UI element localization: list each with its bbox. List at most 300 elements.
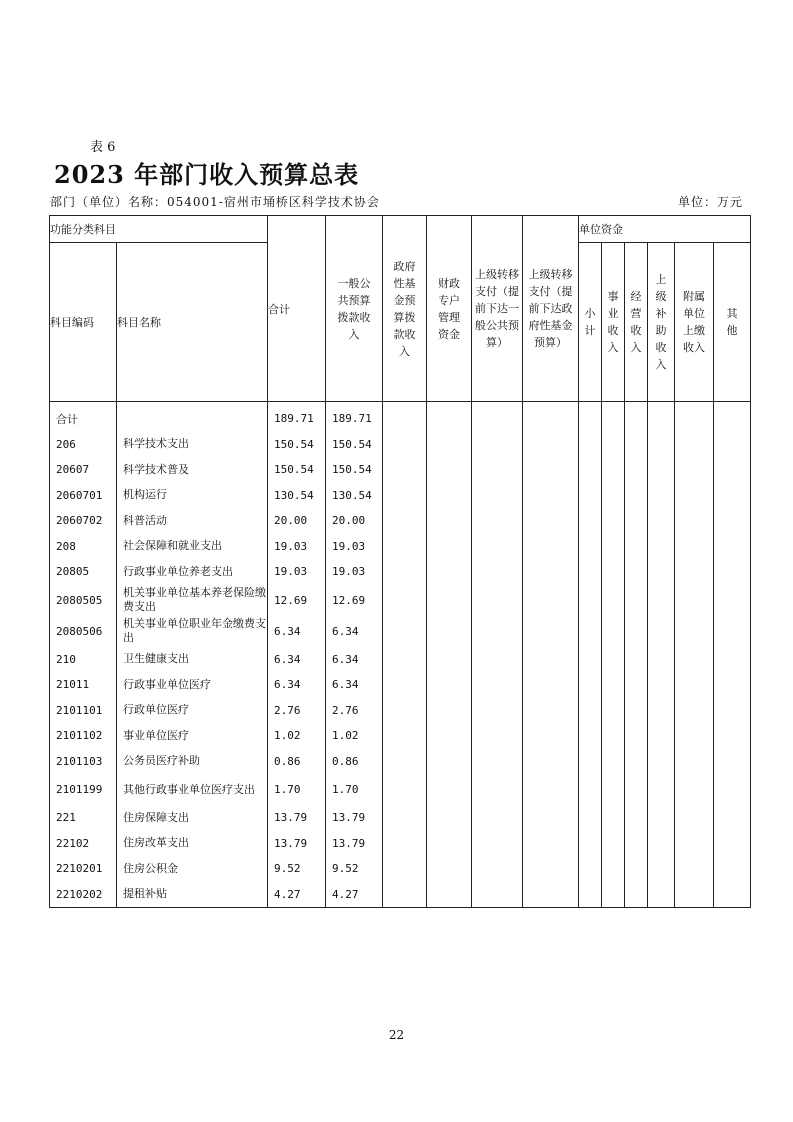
- row-name: 住房保障支出: [117, 805, 268, 831]
- empty-cell: [675, 585, 714, 616]
- table-row: [50, 805, 751, 831]
- row-total: 1.70: [268, 774, 326, 805]
- empty-cell: [648, 616, 675, 647]
- empty-cell: [625, 882, 648, 908]
- empty-cell: [523, 585, 579, 616]
- table-row: [50, 457, 751, 483]
- row-code: 221: [50, 805, 117, 831]
- empty-cell: [472, 856, 523, 882]
- empty-cell: [714, 723, 751, 749]
- empty-cell: [675, 647, 714, 673]
- empty-cell: [523, 805, 579, 831]
- empty-cell: [602, 559, 625, 585]
- empty-cell: [472, 432, 523, 458]
- empty-cell: [625, 508, 648, 534]
- empty-cell: [383, 774, 427, 805]
- row-general: 150.54: [326, 432, 383, 458]
- row-general: 189.71: [326, 402, 383, 432]
- empty-cell: [714, 457, 751, 483]
- empty-cell: [472, 698, 523, 724]
- empty-cell: [427, 774, 472, 805]
- empty-cell: [383, 402, 427, 432]
- empty-cell: [648, 672, 675, 698]
- empty-cell: [523, 672, 579, 698]
- empty-cell: [675, 698, 714, 724]
- header-gov-fund: 政府性基金预算拨款收入: [383, 216, 427, 402]
- empty-cell: [383, 585, 427, 616]
- empty-cell: [427, 616, 472, 647]
- empty-cell: [675, 805, 714, 831]
- empty-cell: [523, 508, 579, 534]
- empty-cell: [579, 508, 602, 534]
- empty-cell: [472, 882, 523, 908]
- empty-cell: [714, 616, 751, 647]
- empty-cell: [523, 698, 579, 724]
- row-general: 1.70: [326, 774, 383, 805]
- empty-cell: [675, 856, 714, 882]
- table-row: [50, 483, 751, 509]
- empty-cell: [625, 483, 648, 509]
- table-row: [50, 856, 751, 882]
- empty-cell: [383, 749, 427, 775]
- row-name: 机构运行: [117, 483, 268, 509]
- empty-cell: [427, 508, 472, 534]
- empty-cell: [714, 672, 751, 698]
- header-transfer-fund: 上级转移支付（提前下达政府性基金预算）: [523, 216, 579, 402]
- empty-cell: [383, 723, 427, 749]
- row-general: 0.86: [326, 749, 383, 775]
- table-number: 表 6: [90, 140, 116, 155]
- empty-cell: [602, 831, 625, 857]
- empty-cell: [625, 805, 648, 831]
- empty-cell: [648, 585, 675, 616]
- empty-cell: [427, 856, 472, 882]
- empty-cell: [714, 534, 751, 560]
- empty-cell: [472, 616, 523, 647]
- empty-cell: [675, 723, 714, 749]
- empty-cell: [648, 559, 675, 585]
- empty-cell: [675, 559, 714, 585]
- empty-cell: [472, 559, 523, 585]
- empty-cell: [427, 432, 472, 458]
- empty-cell: [602, 585, 625, 616]
- empty-cell: [427, 534, 472, 560]
- row-general: 19.03: [326, 559, 383, 585]
- row-name: 行政单位医疗: [117, 698, 268, 724]
- empty-cell: [714, 585, 751, 616]
- row-general: 150.54: [326, 457, 383, 483]
- empty-cell: [714, 805, 751, 831]
- empty-cell: [602, 749, 625, 775]
- table-row: [50, 698, 751, 724]
- row-general: 9.52: [326, 856, 383, 882]
- table-row: [50, 774, 751, 805]
- header-group-row: [50, 216, 751, 243]
- row-general: 4.27: [326, 882, 383, 908]
- empty-cell: [648, 457, 675, 483]
- row-code: 2060702: [50, 508, 117, 534]
- empty-cell: [675, 483, 714, 509]
- empty-cell: [579, 672, 602, 698]
- empty-cell: [675, 882, 714, 908]
- row-total: 13.79: [268, 831, 326, 857]
- empty-cell: [579, 616, 602, 647]
- table-row: [50, 749, 751, 775]
- empty-cell: [602, 647, 625, 673]
- empty-cell: [472, 647, 523, 673]
- empty-cell: [625, 647, 648, 673]
- empty-cell: [625, 432, 648, 458]
- empty-cell: [714, 749, 751, 775]
- empty-cell: [383, 672, 427, 698]
- row-total: 6.34: [268, 616, 326, 647]
- empty-cell: [675, 616, 714, 647]
- empty-cell: [523, 882, 579, 908]
- row-code: 20805: [50, 559, 117, 585]
- empty-cell: [648, 647, 675, 673]
- empty-cell: [675, 508, 714, 534]
- empty-cell: [714, 698, 751, 724]
- empty-cell: [648, 508, 675, 534]
- empty-cell: [383, 432, 427, 458]
- empty-cell: [648, 723, 675, 749]
- empty-cell: [579, 805, 602, 831]
- empty-cell: [523, 483, 579, 509]
- table-row: [50, 432, 751, 458]
- empty-cell: [625, 616, 648, 647]
- empty-cell: [714, 647, 751, 673]
- empty-cell: [648, 831, 675, 857]
- empty-cell: [579, 457, 602, 483]
- empty-cell: [625, 457, 648, 483]
- empty-cell: [383, 856, 427, 882]
- row-total: 0.86: [268, 749, 326, 775]
- empty-cell: [625, 856, 648, 882]
- empty-cell: [427, 402, 472, 432]
- empty-cell: [714, 402, 751, 432]
- header-total: 合计: [268, 216, 326, 402]
- header-unit-funds-group: 单位资金: [579, 216, 751, 243]
- empty-cell: [675, 831, 714, 857]
- row-name: [117, 402, 268, 432]
- header-name: 科目名称: [117, 243, 268, 402]
- empty-cell: [523, 831, 579, 857]
- row-name: 社会保障和就业支出: [117, 534, 268, 560]
- empty-cell: [602, 616, 625, 647]
- header-fiscal-special: 财政专户管理资金: [427, 216, 472, 402]
- empty-cell: [602, 457, 625, 483]
- empty-cell: [579, 585, 602, 616]
- empty-cell: [602, 774, 625, 805]
- row-total: 12.69: [268, 585, 326, 616]
- empty-cell: [427, 672, 472, 698]
- header-code: 科目编码: [50, 243, 117, 402]
- empty-cell: [625, 831, 648, 857]
- empty-cell: [523, 774, 579, 805]
- empty-cell: [383, 559, 427, 585]
- empty-cell: [427, 805, 472, 831]
- empty-cell: [427, 457, 472, 483]
- row-name: 住房公积金: [117, 856, 268, 882]
- empty-cell: [427, 559, 472, 585]
- empty-cell: [714, 432, 751, 458]
- row-total: 150.54: [268, 432, 326, 458]
- empty-cell: [602, 723, 625, 749]
- empty-cell: [472, 534, 523, 560]
- empty-cell: [602, 432, 625, 458]
- empty-cell: [427, 749, 472, 775]
- unit-label: 单位：万元: [677, 195, 743, 209]
- empty-cell: [472, 672, 523, 698]
- row-total: 20.00: [268, 508, 326, 534]
- header-subsidy: 上级补助收入: [648, 243, 675, 402]
- row-code: 2101103: [50, 749, 117, 775]
- empty-cell: [648, 882, 675, 908]
- empty-cell: [523, 402, 579, 432]
- empty-cell: [472, 585, 523, 616]
- row-name: 其他行政事业单位医疗支出: [117, 774, 268, 805]
- empty-cell: [714, 774, 751, 805]
- row-general: 2.76: [326, 698, 383, 724]
- table-row: [50, 723, 751, 749]
- empty-cell: [602, 534, 625, 560]
- empty-cell: [383, 698, 427, 724]
- empty-cell: [472, 805, 523, 831]
- row-general: 130.54: [326, 483, 383, 509]
- empty-cell: [383, 805, 427, 831]
- empty-cell: [523, 856, 579, 882]
- budget-table: [49, 215, 751, 908]
- row-total: 19.03: [268, 534, 326, 560]
- empty-cell: [579, 432, 602, 458]
- table-row: [50, 402, 751, 432]
- empty-cell: [383, 457, 427, 483]
- row-code: 2210202: [50, 882, 117, 908]
- empty-cell: [427, 723, 472, 749]
- empty-cell: [383, 616, 427, 647]
- empty-cell: [625, 672, 648, 698]
- table-row: [50, 534, 751, 560]
- row-code: 2101101: [50, 698, 117, 724]
- empty-cell: [579, 831, 602, 857]
- empty-cell: [523, 723, 579, 749]
- empty-cell: [523, 457, 579, 483]
- empty-cell: [648, 805, 675, 831]
- header-general: 一般公共预算拨款收入: [326, 216, 383, 402]
- empty-cell: [625, 698, 648, 724]
- header-transfer-general: 上级转移支付（提前下达一般公共预算）: [472, 216, 523, 402]
- empty-cell: [523, 616, 579, 647]
- row-name: 科学技术支出: [117, 432, 268, 458]
- empty-cell: [625, 402, 648, 432]
- empty-cell: [675, 749, 714, 775]
- row-code: 22102: [50, 831, 117, 857]
- row-general: 13.79: [326, 831, 383, 857]
- empty-cell: [602, 508, 625, 534]
- empty-cell: [472, 749, 523, 775]
- row-name: 行政事业单位养老支出: [117, 559, 268, 585]
- empty-cell: [579, 856, 602, 882]
- row-code: 2080505: [50, 585, 117, 616]
- empty-cell: [648, 774, 675, 805]
- empty-cell: [625, 585, 648, 616]
- empty-cell: [579, 749, 602, 775]
- empty-cell: [625, 723, 648, 749]
- empty-cell: [602, 483, 625, 509]
- empty-cell: [472, 483, 523, 509]
- table-row: [50, 882, 751, 908]
- row-total: 6.34: [268, 672, 326, 698]
- empty-cell: [383, 508, 427, 534]
- empty-cell: [714, 559, 751, 585]
- row-general: 19.03: [326, 534, 383, 560]
- department-name: 部门（单位）名称：054001-宿州市埇桥区科学技术协会: [50, 195, 380, 209]
- empty-cell: [523, 534, 579, 560]
- row-total: 4.27: [268, 882, 326, 908]
- empty-cell: [602, 402, 625, 432]
- empty-cell: [523, 559, 579, 585]
- header-affiliated: 附属单位上缴收入: [675, 243, 714, 402]
- row-total: 2.76: [268, 698, 326, 724]
- empty-cell: [472, 831, 523, 857]
- table-row: [50, 616, 751, 647]
- empty-cell: [472, 508, 523, 534]
- row-name: 公务员医疗补助: [117, 749, 268, 775]
- empty-cell: [523, 749, 579, 775]
- empty-cell: [383, 647, 427, 673]
- row-total: 6.34: [268, 647, 326, 673]
- row-code: 21011: [50, 672, 117, 698]
- empty-cell: [383, 534, 427, 560]
- empty-cell: [579, 559, 602, 585]
- row-name: 行政事业单位医疗: [117, 672, 268, 698]
- empty-cell: [472, 774, 523, 805]
- row-code: 2060701: [50, 483, 117, 509]
- row-total: 1.02: [268, 723, 326, 749]
- row-code: 2101102: [50, 723, 117, 749]
- header-function-group: 功能分类科目: [50, 216, 268, 243]
- empty-cell: [648, 749, 675, 775]
- empty-cell: [675, 402, 714, 432]
- empty-cell: [579, 882, 602, 908]
- row-code: 210: [50, 647, 117, 673]
- row-code: 合计: [50, 402, 117, 432]
- table-row: [50, 585, 751, 616]
- row-name: 提租补贴: [117, 882, 268, 908]
- page-title: 2023 年部门收入预算总表: [54, 160, 360, 189]
- empty-cell: [648, 698, 675, 724]
- row-code: 2210201: [50, 856, 117, 882]
- row-general: 6.34: [326, 647, 383, 673]
- table-row: [50, 508, 751, 534]
- empty-cell: [675, 457, 714, 483]
- table-row: [50, 831, 751, 857]
- row-total: 130.54: [268, 483, 326, 509]
- empty-cell: [648, 534, 675, 560]
- empty-cell: [579, 698, 602, 724]
- empty-cell: [675, 672, 714, 698]
- empty-cell: [383, 882, 427, 908]
- empty-cell: [383, 831, 427, 857]
- empty-cell: [472, 402, 523, 432]
- row-total: 150.54: [268, 457, 326, 483]
- row-name: 卫生健康支出: [117, 647, 268, 673]
- row-name: 科学技术普及: [117, 457, 268, 483]
- header-business: 事业收入: [602, 243, 625, 402]
- empty-cell: [427, 882, 472, 908]
- empty-cell: [675, 534, 714, 560]
- empty-cell: [523, 647, 579, 673]
- empty-cell: [648, 856, 675, 882]
- row-name: 机关事业单位职业年金缴费支出: [117, 616, 268, 647]
- row-code: 2101199: [50, 774, 117, 805]
- empty-cell: [675, 432, 714, 458]
- row-general: 12.69: [326, 585, 383, 616]
- empty-cell: [625, 749, 648, 775]
- empty-cell: [648, 432, 675, 458]
- empty-cell: [714, 508, 751, 534]
- table-row: [50, 647, 751, 673]
- row-total: 9.52: [268, 856, 326, 882]
- table-row: [50, 559, 751, 585]
- empty-cell: [714, 831, 751, 857]
- empty-cell: [579, 774, 602, 805]
- empty-cell: [625, 559, 648, 585]
- empty-cell: [472, 457, 523, 483]
- empty-cell: [602, 882, 625, 908]
- empty-cell: [579, 647, 602, 673]
- row-name: 事业单位医疗: [117, 723, 268, 749]
- row-code: 20607: [50, 457, 117, 483]
- row-code: 206: [50, 432, 117, 458]
- row-general: 1.02: [326, 723, 383, 749]
- empty-cell: [523, 432, 579, 458]
- row-code: 208: [50, 534, 117, 560]
- empty-cell: [383, 483, 427, 509]
- table-row: [50, 672, 751, 698]
- empty-cell: [602, 672, 625, 698]
- empty-cell: [625, 774, 648, 805]
- empty-cell: [602, 698, 625, 724]
- empty-cell: [602, 805, 625, 831]
- empty-cell: [625, 534, 648, 560]
- empty-cell: [427, 647, 472, 673]
- header-other: 其他: [714, 243, 751, 402]
- empty-cell: [472, 723, 523, 749]
- empty-cell: [602, 856, 625, 882]
- empty-cell: [648, 402, 675, 432]
- row-code: 2080506: [50, 616, 117, 647]
- empty-cell: [714, 882, 751, 908]
- empty-cell: [579, 402, 602, 432]
- row-total: 13.79: [268, 805, 326, 831]
- empty-cell: [579, 534, 602, 560]
- row-name: 住房改革支出: [117, 831, 268, 857]
- empty-cell: [714, 483, 751, 509]
- page-number: 22: [388, 1028, 405, 1042]
- row-general: 6.34: [326, 672, 383, 698]
- row-total: 19.03: [268, 559, 326, 585]
- empty-cell: [427, 831, 472, 857]
- empty-cell: [714, 856, 751, 882]
- row-name: 科普活动: [117, 508, 268, 534]
- empty-cell: [579, 483, 602, 509]
- row-name: 机关事业单位基本养老保险缴费支出: [117, 585, 268, 616]
- empty-cell: [675, 774, 714, 805]
- empty-cell: [579, 723, 602, 749]
- row-general: 13.79: [326, 805, 383, 831]
- row-general: 20.00: [326, 508, 383, 534]
